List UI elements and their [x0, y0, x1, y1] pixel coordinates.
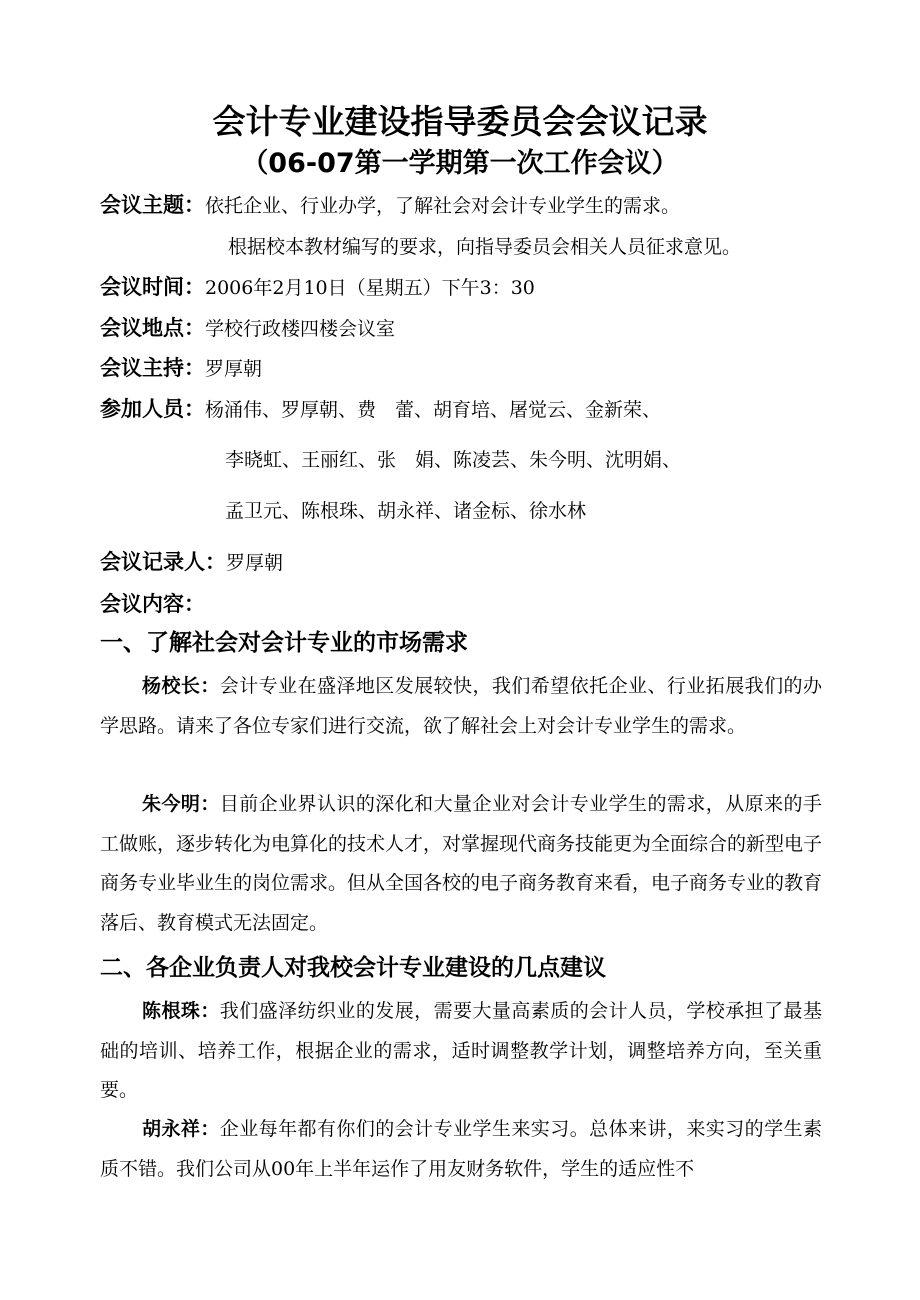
recorder-row: [100, 548, 283, 577]
speaker-name: 杨校长：: [142, 675, 220, 697]
content-label: 会议内容：: [100, 592, 205, 616]
document-subtitle: （06-07第一学期第一次工作会议）: [241, 148, 679, 179]
meeting-theme-line1: 依托企业、行业办学，了解社会对会计专业学生的需求。: [205, 195, 681, 217]
meeting-place-value: 学校行政楼四楼会议室: [205, 318, 396, 340]
meeting-host-value: 罗厚朝: [205, 358, 263, 380]
meeting-time-label: 会议时间：: [100, 275, 205, 299]
recorder-label: 会议记录人：: [100, 550, 226, 574]
speaker-name: 胡永祥：: [142, 1118, 220, 1140]
meeting-host-label: 会议主持：: [100, 356, 205, 380]
section-heading-2: 二、各企业负责人对我校会计专业建设的几点建议: [100, 955, 606, 981]
content-row: [100, 590, 205, 619]
speech-paragraph: [100, 992, 822, 1111]
meeting-theme-line2: 根据校本教材编写的要求，向指导委员会相关人员征求意见。: [228, 236, 742, 258]
speech-paragraph: [100, 785, 822, 943]
recorder-value: 罗厚朝: [226, 552, 284, 574]
speaker-name: 陈根珠：: [142, 1000, 220, 1022]
participants-row: [100, 395, 661, 424]
participants-label: 参加人员：: [100, 397, 205, 421]
meeting-theme-row: [100, 191, 680, 220]
speech-paragraph: [100, 667, 822, 746]
meeting-time-row: [100, 273, 535, 302]
meeting-host-row: [100, 354, 262, 383]
participants-line3: 孟卫元、陈根珠、胡永祥、诸金标、徐水林: [225, 500, 587, 522]
meeting-theme-label: 会议主题：: [100, 193, 205, 217]
speech-text: 企业每年都有你们的会计专业学生来实习。总体来讲，来实习的学生素质不错。我们公司从00年上半年运作了用友财务软件，学生的适应性不: [100, 1118, 822, 1180]
speech-text: 我们盛泽纺织业的发展，需要大量高素质的会计人员，学校承担了最基础的培训、培养工作，根据企业的需求，适时调整教学计划，调整培养方向，至关重要。: [100, 1000, 822, 1101]
meeting-time-value: 2006年2月10日（星期五）下午3：30: [205, 277, 535, 299]
speaker-name: 朱今明：: [142, 793, 220, 815]
section-heading-1: 一、了解社会对会计专业的市场需求: [100, 630, 468, 656]
speech-text: 会计专业在盛泽地区发展较快，我们希望依托企业、行业拓展我们的办学思路。请来了各位专家们进行交流，欲了解社会上对会计专业学生的需求。: [100, 675, 822, 737]
speech-text: 目前企业界认识的深化和大量企业对会计专业学生的需求，从原来的手工做账，逐步转化为电算化的技术人才，对掌握现代商务技能更为全面综合的新型电子商务专业毕业生的岗位需求。但从全国各校的电子商务教育来看，电子商务专业的教育落后、教育模式无法固定。: [100, 793, 823, 934]
meeting-place-label: 会议地点：: [100, 316, 205, 340]
speech-paragraph: [100, 1110, 822, 1189]
participants-line1: 杨涌伟、罗厚朝、费 蕾、胡育培、屠觉云、金新荣、: [205, 399, 662, 421]
meeting-place-row: [100, 314, 395, 343]
participants-line2: 李晓虹、王丽红、张 娟、陈凌芸、朱今明、沈明娟、: [225, 449, 682, 471]
document-title: 会计专业建设指导委员会会议记录: [212, 102, 708, 141]
